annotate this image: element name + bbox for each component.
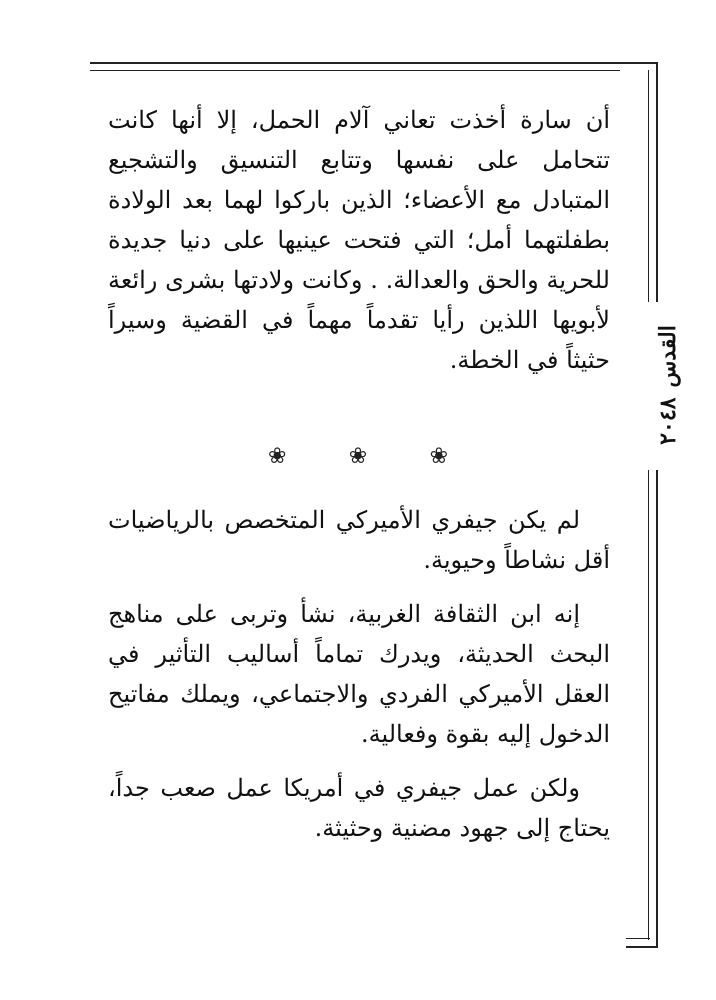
ornament-icon: ❀ (429, 444, 448, 469)
frame-top-inner-line (90, 70, 620, 71)
section-separator (268, 444, 448, 469)
book-year: ٢٠٤٨ (655, 397, 681, 445)
text-block-top (108, 100, 610, 394)
ornament-icon: ❀ (348, 444, 368, 469)
ornament-icon: ❀ (268, 444, 287, 469)
paragraph: إنه ابن الثقافة الغربية، نشأ وتربى على مناهج البحث الحديثة، ويدرك تماماً أساليب التأثير في العقل الأميركي الفردي والاجتماعي، ويملك مفاتيح الدخول إليه بقوة وفعالية. (108, 600, 610, 748)
paragraph: لم يكن جيفري الأميركي المتخصص بالرياضيات أقل نشاطاً وحيوية. (108, 506, 610, 574)
frame-top-line (90, 62, 626, 64)
frame-bottom-inner-cap (626, 938, 650, 939)
paragraph: أن سارة أخذت تعاني آلام الحمل، إلا أنها كانت تتحامل على نفسها وتتابع التنسيق والتشجيع المتبادل مع الأعضاء؛ الذين باركوا لهما بعد الولادة بطفلتهما أمل؛ التي فتحت عينيها على دنيا جديدة للحرية والحق والعدالة. . وكانت ولادتها بشرى رائعة لأبويها اللذين رأيا تقدماً مهماً في القضية وسيراً حثيثاً في الخطة. (108, 106, 610, 374)
frame-bottom-right-line (656, 470, 658, 948)
running-header (648, 300, 688, 470)
frame-right-line (656, 62, 658, 302)
frame-bottom-right-inner-line (648, 470, 649, 940)
frame-right-inner-line (648, 70, 649, 302)
paragraph: ولكن عمل جيفري في أمريكا عمل صعب جداً، يحتاج إلى جهود مضنية وحثيثة. (108, 774, 610, 842)
frame-bottom-cap (626, 946, 658, 948)
text-block-bottom (108, 500, 610, 862)
book-title: القدس (655, 325, 681, 388)
frame-corner-cap (626, 62, 658, 64)
